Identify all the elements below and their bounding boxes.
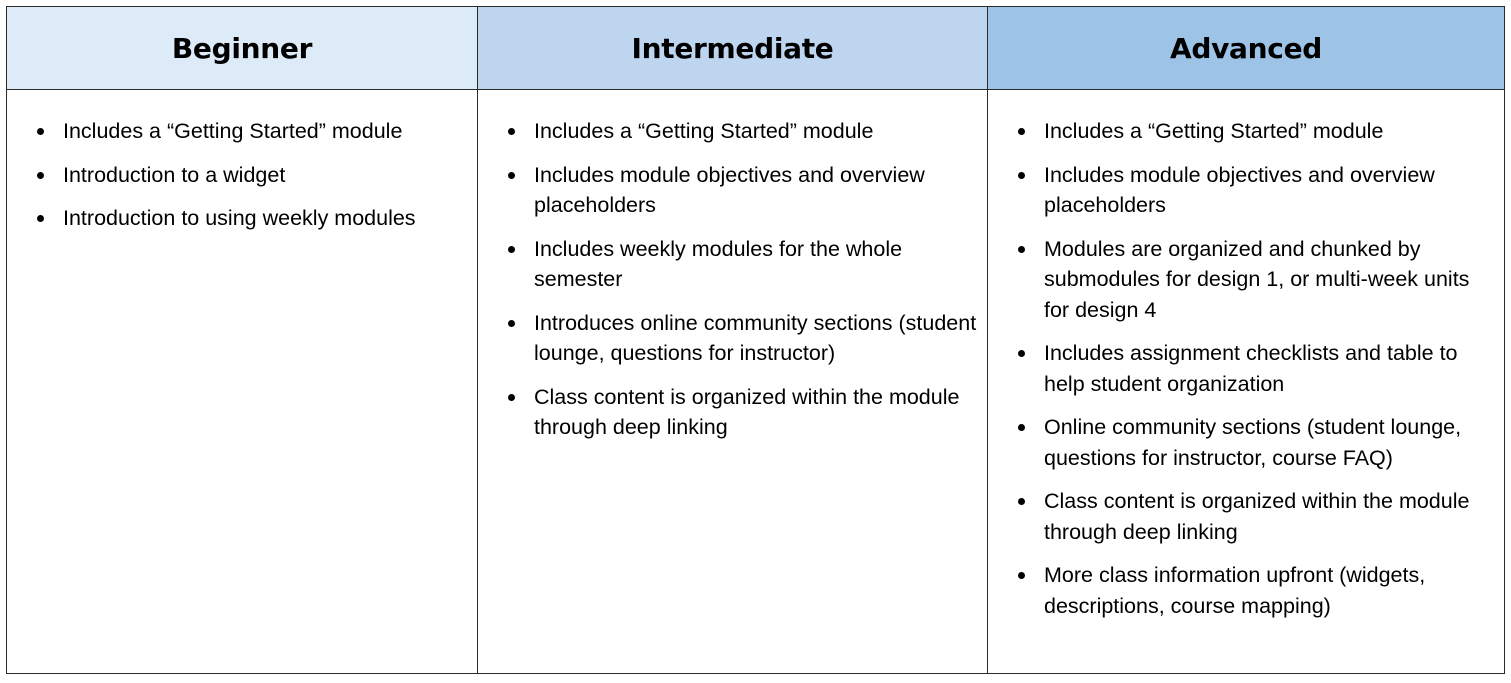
list-item: Includes a “Getting Started” module (478, 116, 987, 147)
list-item: Includes module objectives and overview placeholders (478, 160, 987, 221)
header-intermediate: Intermediate (478, 7, 988, 90)
list-item: Online community sections (student lounge, questions for instructor, course FAQ) (988, 412, 1504, 473)
beginner-list (7, 116, 477, 234)
header-beginner: Beginner (7, 7, 478, 90)
list-item: Includes a “Getting Started” module (988, 116, 1504, 147)
list-item: Class content is organized within the module through deep linking (478, 382, 987, 443)
comparison-table (6, 6, 1505, 674)
list-item: Introduces online community sections (student lounge, questions for instructor) (478, 308, 987, 369)
list-item: Introduction to using weekly modules (7, 203, 477, 234)
header-advanced: Advanced (988, 7, 1504, 90)
list-item: Modules are organized and chunked by submodules for design 1, or multi-week units for design 4 (988, 234, 1504, 326)
advanced-list (988, 116, 1504, 621)
list-item: Includes weekly modules for the whole semester (478, 234, 987, 295)
advanced-cell (988, 90, 1504, 673)
intermediate-cell (478, 90, 988, 673)
list-item: Includes a “Getting Started” module (7, 116, 477, 147)
list-item: Includes assignment checklists and table to help student organization (988, 338, 1504, 399)
intermediate-list (478, 116, 987, 443)
list-item: Introduction to a widget (7, 160, 477, 191)
list-item: Includes module objectives and overview placeholders (988, 160, 1504, 221)
list-item: More class information upfront (widgets, descriptions, course mapping) (988, 560, 1504, 621)
list-item: Class content is organized within the module through deep linking (988, 486, 1504, 547)
beginner-cell (7, 90, 478, 673)
